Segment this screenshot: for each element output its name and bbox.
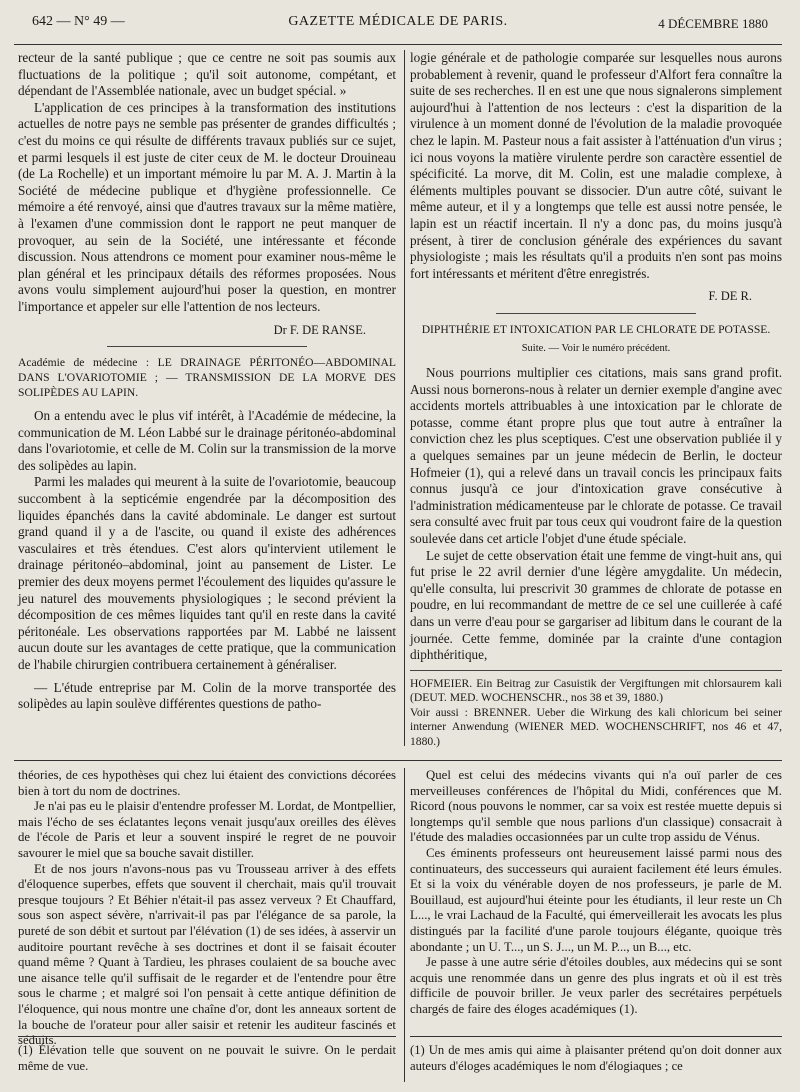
paragraph: Le sujet de cette observation était une femme de vingt-huit ans, qui fut prise le 22 avril dernier d'une légère amygdalite. Un médecin, qu'elle consulta, lui prescrivit 30 grammes de chlorate de potasse en poudre, en lui recommandant de mettre de ce sel une cuillerée à café dans un verre d'eau pour se gargariser ad libitum dans le courant de la journée. Cette femme, dominée par la crainte d'une contagion diphthéritique, <box>410 547 782 663</box>
column-rule <box>404 50 405 746</box>
footnote: Voir aussi : BRENNER. Ueber die Wirkung des kali chloricum bei seiner interner Anwendung (WIENER MED. WOCHENSCHRIFT, nos 46 et 47, 1880.) <box>410 705 782 748</box>
paragraph: logie générale et de pathologie comparée sur lesquelles nous aurons probablement à revenir, quand le professeur d'Alfort fera connaître la suite de ses recherches. Il en est une que nous signalerons simplement aujourd'hui à l'attention de nos lecteurs : c'est la disparition de la virulence à un moment donné de l'évolution de la maladie provoquée chez le lapin. M. Pasteur nous a fait assister à l'atténuation d'un virus ; ici nous voyons la matière virulente perdre son caractère essentiel de spécificité. La morve, dit M. Colin, est une maladie complexe, à éléments multiples pouvant se dissocier. D'un autre côté, suivant le même auteur, et il y a longtemps que telle est aussi notre pensée, le lapin est un réactif incertain. Il n'y a donc pas, du moins jusqu'à présent, à tirer de conclusion générale des expériences du savant physiologiste ; mais les résultats qu'il a produits n'en sont pas moins fort intéressants et méritent d'être enregistrés. <box>410 50 782 281</box>
paragraph: Je n'ai pas eu le plaisir d'entendre professer M. Lordat, de Montpellier, mais l'écho de ses éclatantes leçons venait jusqu'aux oreilles des élèves de l'école de Paris et leur a souvent inspiré le regret de ne pouvoir savourer le miel que sa bouche savait distiller. <box>18 799 396 860</box>
divider <box>107 346 307 347</box>
footnote: (1) Un de mes amis qui aime à plaisanter prétend qu'on doit donner aux auteurs d'éloges académiques le nom d'élogiaques ; ce <box>410 1043 782 1073</box>
header-rule <box>14 44 782 45</box>
page-header <box>14 10 782 32</box>
footnote-rule <box>410 1036 782 1037</box>
paragraph: recteur de la santé publique ; que ce centre ne soit pas soumis aux fluctuations de la politique ; qu'il soit autonome, compétant, et dépendant de l'Assemblée nationale, avec un budget spécial. » <box>18 50 396 99</box>
footnote-rule <box>410 670 782 671</box>
footnote: (1) Élévation telle que souvent on ne pouvait le suivre. On le perdait même de vue. <box>18 1043 396 1073</box>
column-rule <box>404 768 405 1082</box>
paragraph: Ces éminents professeurs ont heureusement laissé parmi nous des continuateurs, des successeurs qui auraient facilement été leurs émules. Et si la voix du vénérable doyen de nos professeurs, je parle de M. Bouillaud, est aujourd'hui éteinte pour les étudiants, il leur reste un Ch L..., le vrai Lachaud de la Faculté, qui émerveillerait les avocats les plus distingués par la facilité d'une parole toujours élégante, quoique très abondante ; un U. T..., un S. J..., un M. P..., un B..., etc. <box>410 845 782 954</box>
journal-title: GAZETTE MÉDICALE DE PARIS. <box>288 14 508 29</box>
paragraph: théories, de ces hypothèses qui chez lui étaient des convictions décorées bien à tort du nom de doctrines. <box>18 768 396 798</box>
signature: Dr F. DE RANSE. <box>273 322 366 337</box>
section-rule <box>14 760 782 761</box>
paragraph: Parmi les malades qui meurent à la suite de l'ovariotomie, beaucoup succombent à la septicémie engendrée par la décomposition des liquides épanchés dans la cavité abdominale. Le danger est surtout grand quand il y a de l'ascite, ou quand il existe des adhérences vasculaires et très étendues. C'est alors qu'intervient utilement le drainage péritonéo–abdominal, joint au pansement de Lister. Le premier des deux moyens permet l'écoulement des liquides qu'assure le jeu naturel des mouvements physiologiques ; le second prévient la décomposition de ces mêmes liquides tant qu'il en reste dans la cavité péritonéale. Les observations rapportées par M. Labbé ne laissent aucun doute sur les avantages de cette pratique, que la communication de l'habile chirurgien contribuera certainement à généraliser. <box>18 474 396 672</box>
paragraph: Nous pourrions multiplier ces citations, mais sans grand profit. Aussi nous bornerons-nous à relater un dernier exemple d'angine avec accidents mortels attribuables à une intoxication par le chlorate de potasse, comme étant propre plus que tout autre à entraîner la conviction chez les plus sceptiques. C'est une observation publiée il y a quelques semaines par un jeune médecin de Berlin, le docteur Hofmeier (1), qui a relevé dans un travail concis les principaux faits connus jusqu'à ce jour d'intoxication grave consécutive à l'administration médicamenteuse par le chlorate de potasse. Ce travail sera consulté avec fruit par tous ceux qui voudront faire de la question soulevée dans cet article l'objet d'une étude spéciale. <box>410 365 782 547</box>
paragraph: Je passe à une autre série d'étoiles doubles, aux médecins qui se sont acquis une renommée dans un genre des plus ingrats et où il est très difficile de pouvoir briller. Je veux parler des secrétaires perpétuels chargés de faire des éloges académiques (1). <box>410 955 782 1016</box>
footnote-rule <box>18 1036 396 1037</box>
section-subtitle: Suite. — Voir le numéro précédent. <box>521 342 671 354</box>
top-left-column <box>18 50 396 713</box>
footnote: HOFMEIER. Ein Beitrag zur Casuistik der Vergiftungen mit chlorsaurem kali (DEUT. MED. WOCHENSCHR., nos 38 et 39, 1880.) <box>410 676 782 705</box>
divider <box>496 313 696 314</box>
signature: F. DE R. <box>708 289 752 304</box>
paragraph: — L'étude entreprise par M. Colin de la morve transportée des solipèdes au lapin soulève différentes questions de patho- <box>18 679 396 712</box>
paragraph: Quel est celui des médecins vivants qui n'a ouï parler de ces merveilleuses conférences de l'hôpital du Midi, conférences que M. Ricord (nous pouvons le nommer, car sa voix est restée muette depuis si longtemps qu'il semble que nous parlions d'un classique) consacrait à l'étude des maladies occasionnées par un culte trop assidu de Vénus. <box>410 768 782 845</box>
paragraph: Et de nos jours n'avons-nous pas vu Trousseau arriver à des effets d'éloquence superbes, effets que souvent il cherchait, mais qu'il trouvait presque toujours ? Et Béhier n'était-il pas assez verveux ? Et Chauffard, sous son aspect sévère, n'arrivait-il pas par l'élégance de sa parole, la pureté de son débit et surtout par l'élévation (1) de ses idées, à asservir un auditoire pourtant revêche à ses doctrines et dont il se faisait écouter quand même ? Quant à Tardieu, les phrases coulaient de sa bouche avec une aisance telle qu'il suffisait de le regarder et de l'entendre pour être sous le charme ; et malgré soi l'on pensait à cette antique définition de l'éloquence, qui nous montre une chaîne d'or, dont les anneaux sortent de la bouche de l'orateur pour aller saisir et retenir les auditeur fascinés et séduits. <box>18 861 396 1048</box>
issue-date: 4 DÉCEMBRE 1880 <box>658 16 768 31</box>
bottom-left-column <box>18 768 396 1049</box>
paragraph: L'application de ces principes à la transformation des institutions actuelles de notre pays ne semble pas présenter de grandes difficultés ; c'est du moins ce qui résulte de différents travaux publiés sur ce sujet, et parmi lesquels il est juste de citer ceux de M. le docteur Drouineau (de La Rochelle) et un important mémoire lu par M. A. J. Martin à la Société de médecine publique et d'hygiène professionnelle. Ce mémoire a été renvoyé, ainsi que d'autres travaux sur la même matière, à l'examen d'une commission dont le rapport ne peut manquer de provoquer, au sein de la Société, une intéressante et féconde discussion. Nous attendrons ce moment pour examiner nous-même le plan général et les principaux détails des réformes proposées. Nous avons voulu simplement aujourd'hui poser la question, en montrer l'importance et appeler sur elle l'attention de nos lecteurs. <box>18 99 396 314</box>
page-number: 642 — N° 49 — <box>32 14 125 29</box>
section-title: Académie de médecine : LE DRAINAGE PÉRITONÉO—ABDOMINAL DANS L'OVARIOTOMIE ; — TRANSMISSION DE LA MORVE DES SOLIPÈDES AU LAPIN. <box>18 356 396 400</box>
top-right-column <box>410 50 782 749</box>
paragraph: On a entendu avec le plus vif intérêt, à l'Académie de médecine, la communication de M. Léon Labbé sur le drainage péritonéo-abdominal dans l'ovariotomie, et celle de M. Colin sur la transmission de la morve des solipèdes au lapin. <box>18 408 396 473</box>
section-title: DIPHTHÉRIE ET INTOXICATION PAR LE CHLORATE DE POTASSE. <box>421 322 771 336</box>
bottom-right-column <box>410 768 782 1018</box>
